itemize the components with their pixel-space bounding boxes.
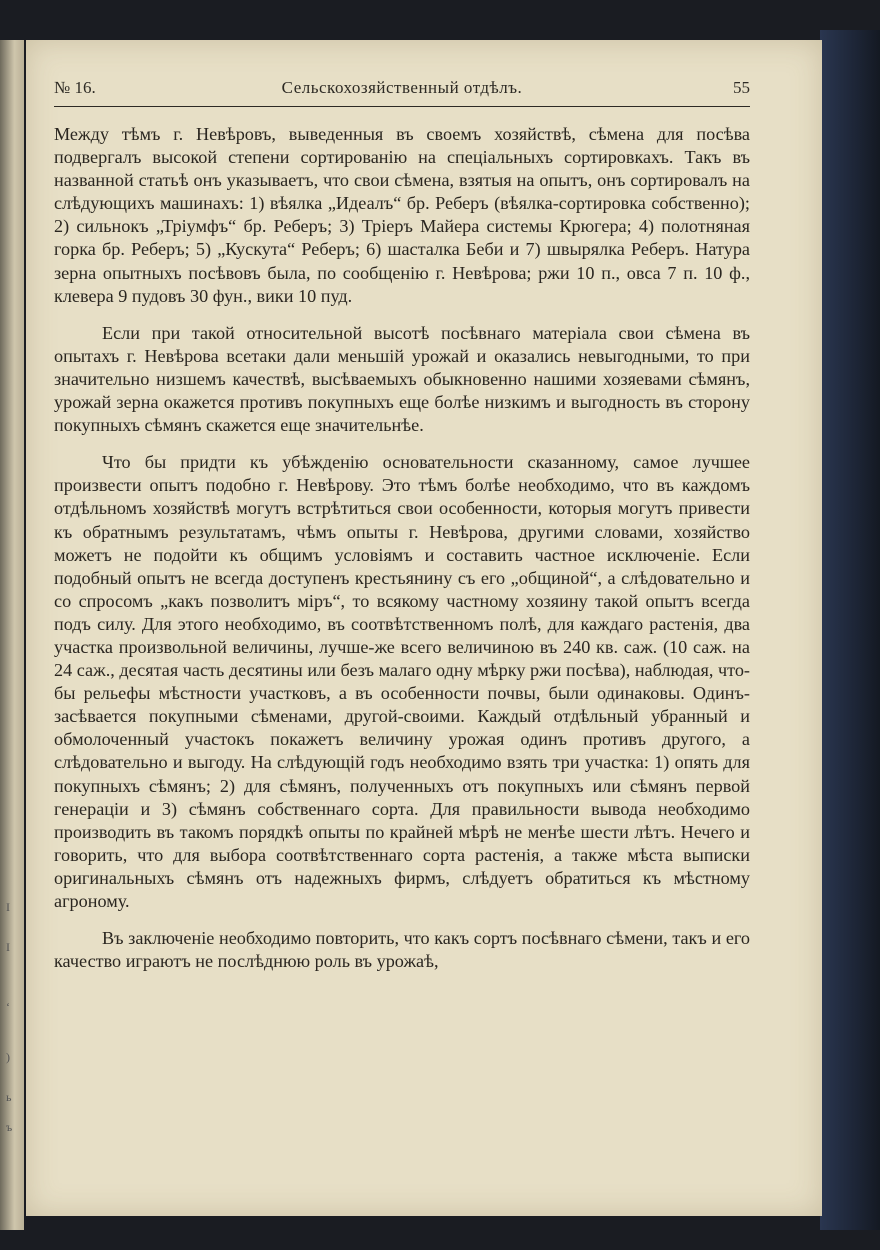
margin-mark: I	[6, 940, 10, 954]
margin-mark: ‘	[6, 1000, 10, 1014]
margin-mark: ь	[6, 1090, 12, 1104]
margin-mark: ъ	[6, 1120, 13, 1134]
margin-mark: )	[6, 1050, 10, 1064]
paragraph: Если при такой относительной высотѣ посѣвнаго матеріала свои сѣмена въ опытахъ г. Невѣрова всетаки дали меньшій урожай и оказались невыгодными, то при значительно низшемъ качествѣ, высѣваемыхъ обыкновенно нашими хозяевами сѣмянъ, урожай зерна окажется противъ покупныхъ еще болѣе низкимъ и выгодность въ сторону покупныхъ сѣмянъ скажется еще значительнѣе.	[54, 322, 750, 436]
book-binding	[820, 30, 880, 1230]
paragraph: Въ заключеніе необходимо повторить, что какъ сортъ посѣвнаго сѣмени, такъ и его качество играютъ не послѣднюю роль въ урожаѣ,	[54, 928, 750, 972]
running-header	[54, 74, 750, 107]
section-title: Сельскохозяйственный отдѣлъ.	[281, 78, 523, 97]
previous-page-edge	[0, 40, 24, 1230]
page-body	[54, 123, 750, 987]
issue-number: № 16.	[54, 78, 96, 97]
page-number: 55	[733, 78, 750, 97]
book-page	[26, 40, 822, 1216]
paragraph: Между тѣмъ г. Невѣровъ, выведенныя въ своемъ хозяйствѣ, сѣмена для посѣва подвергалъ высокой степени сортированію на спеціальныхъ сортировкахъ. Такъ въ названной статьѣ онъ указываетъ, что свои сѣмена, взятыя на опытъ, онъ сортировалъ на слѣдующихъ машинахъ: 1) вѣялка „Идеалъ“ бр. Реберъ (вѣялка-сортировка собственно); 2) сильнокъ „Тріумфъ“ бр. Реберъ; 3) Тріеръ Майера системы Крюгера; 4) полотняная горка бр. Реберъ; 5) „Кускута“ Реберъ; 6) шасталка Беби и 7) швырялка Реберъ. Натура зерна опытныхъ посѣвовъ была, по сообщенію г. Невѣрова; ржи 10 п., овса 7 п. 10 ф., клевера 9 пудовъ 30 фун., вики 10 пуд.	[54, 124, 750, 306]
paragraph: Что бы придти къ убѣжденію основательности сказанному, самое лучшее произвести опытъ подобно г. Невѣрову. Это тѣмъ болѣе необходимо, что въ каждомъ отдѣльномъ хозяйствѣ могутъ встрѣтиться свои особенности, которыя могутъ привести къ обратнымъ результатамъ, чѣмъ опыты г. Невѣрова, другими словами, хозяйство можетъ не подойти къ общимъ условіямъ и составить частное исключеніе. Если подобный опытъ не всегда доступенъ крестьянину съ его „общиной“, а слѣдовательно и со спросомъ „какъ позволитъ міръ“, то всякому частному хозяину такой опытъ всегда подъ силу. Для этого необходимо, въ соотвѣтственномъ полѣ, для каждаго растенія, два участка произвольной величины, лучше-же всего величиною въ 240 кв. саж. (10 саж. на 24 саж., десятая часть десятины или безъ малаго одну мѣрку ржи посѣва), наблюдая, что-бы рельефы мѣстности участковъ, а въ особенности почвы, были одинаковы. Одинъ-засѣвается покупными сѣменами, другой-своими. Каждый отдѣльный убранный и обмолоченный участокъ покажетъ величину урожая одинъ противъ другого, а слѣдовательно и выгоду. На слѣдующій годъ необходимо взять три участка: 1) опять для покупныхъ сѣмянъ; 2) для сѣмянъ, полученныхъ отъ покупныхъ или сѣмянъ первой генераціи и 3) сѣмянъ собственнаго сорта. Для правильности вывода необходимо производить въ такомъ порядкѣ опыты по крайней мѣрѣ не менѣе шести лѣтъ. Нечего и говорить, что для выбора соотвѣтственнаго сорта растенія, а также мѣста выписки оригинальныхъ сѣмянъ отъ надежныхъ фирмъ, слѣдуетъ обратиться къ мѣстному агроному.	[54, 452, 750, 911]
margin-mark: I	[6, 900, 10, 914]
